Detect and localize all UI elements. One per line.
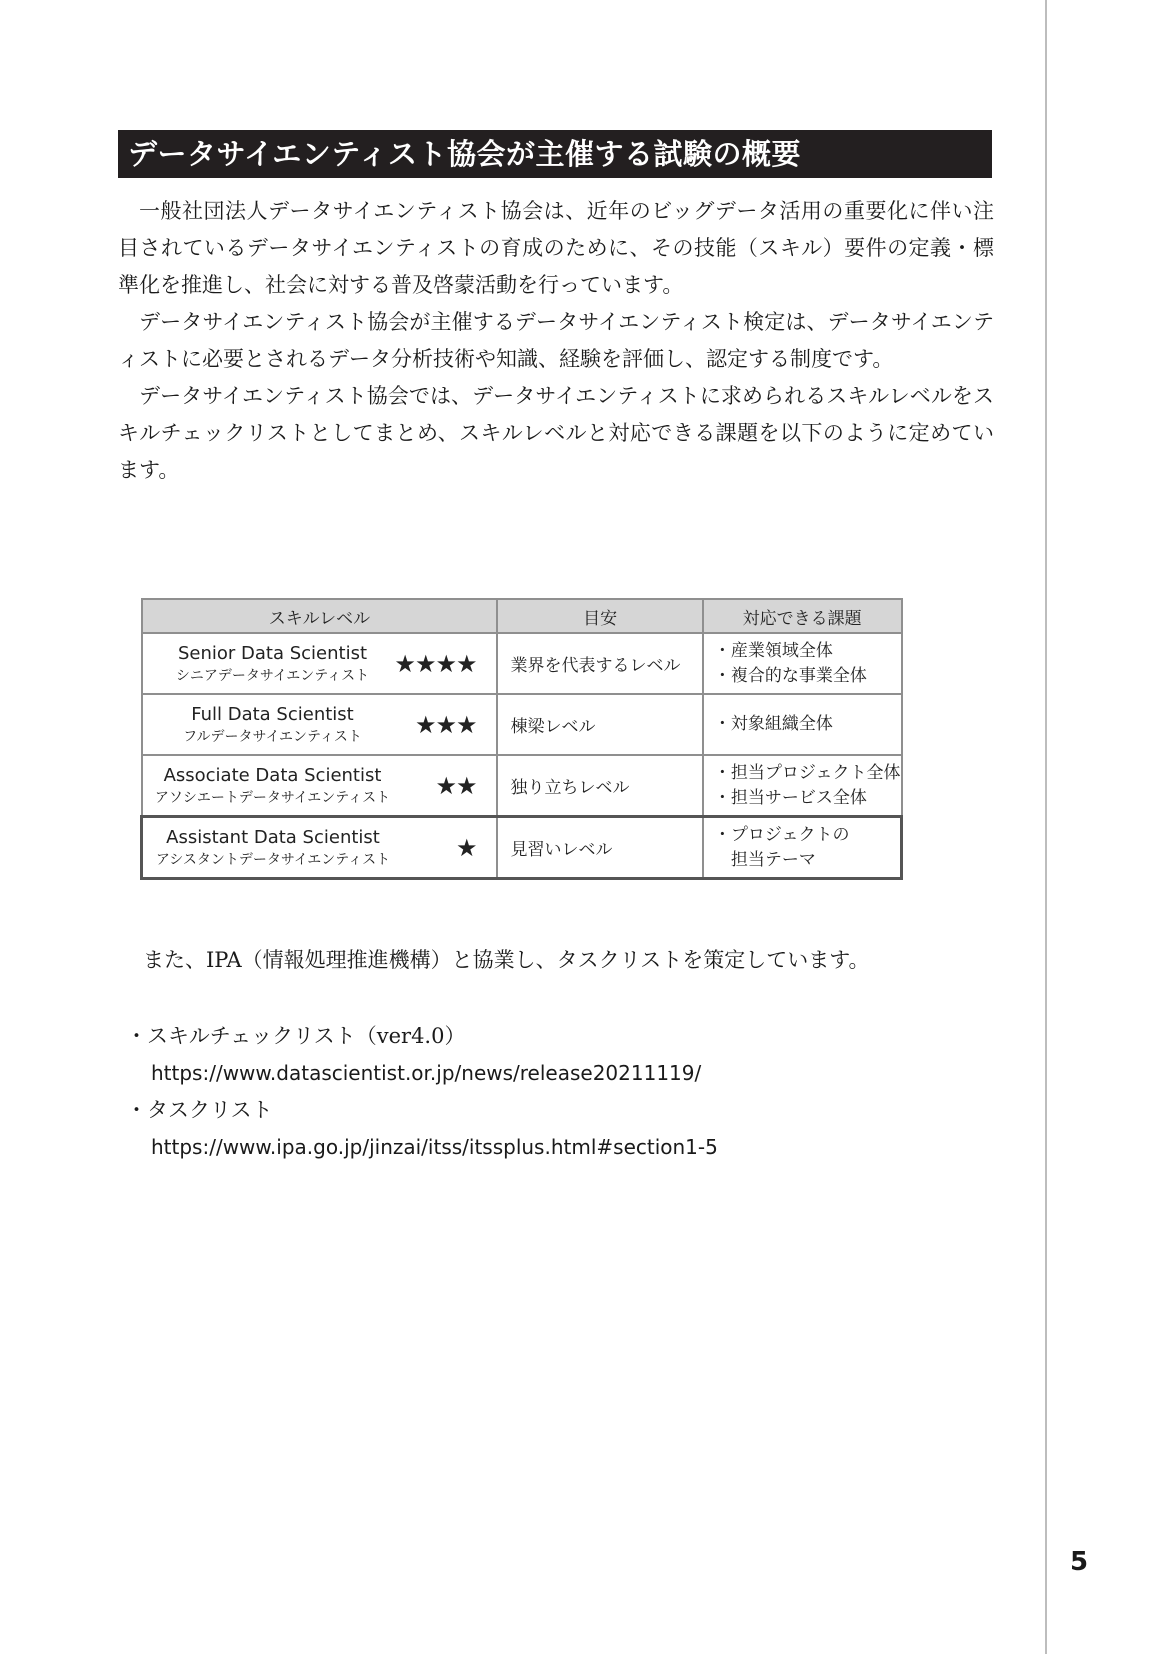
header-tasks: 対応できる課題: [703, 599, 902, 633]
task-cell: [703, 817, 902, 879]
guide-cell: 棟梁レベル: [497, 694, 702, 755]
paragraph-1: 一般社団法人データサイエンティスト協会は、近年のビッグデータ活用の重要化に伴い注目されているデータサイエンティストの育成のために、その技能（スキル）要件の定義・標準化を推進し、社会に対する普及啓蒙活動を行っています。: [118, 199, 994, 297]
header-skill-level: スキルレベル: [142, 599, 498, 633]
star-rating: ★★: [435, 771, 477, 800]
level-name-en: Associate Data Scientist: [163, 764, 382, 786]
level-name-en: Full Data Scientist: [191, 703, 354, 725]
level-cell: [142, 694, 498, 755]
header-guide: 目安: [497, 599, 702, 633]
page-edge-line: [1045, 0, 1047, 1654]
task-cell: [703, 755, 902, 817]
guide-cell: 見習いレベル: [497, 817, 702, 879]
list-item-label: ・タスクリスト: [126, 1098, 273, 1122]
level-cell: [142, 633, 498, 694]
guide-cell: 業界を代表するレベル: [497, 633, 702, 694]
reference-url[interactable]: https://www.datascientist.or.jp/news/release20211119/: [151, 1061, 702, 1085]
task-line: ・対象組織全体: [713, 714, 833, 734]
level-cell: [142, 755, 498, 817]
guide-cell: 独り立ちレベル: [497, 755, 702, 817]
table-row-highlighted: [142, 817, 902, 879]
page-number: 5: [1070, 1547, 1089, 1577]
paragraph-3: データサイエンティスト協会では、データサイエンティストに求められるスキルレベルをスキルチェックリストとしてまとめ、スキルレベルと対応できる課題を以下のように定めています。: [118, 384, 994, 482]
level-name-en: Senior Data Scientist: [177, 642, 368, 664]
level-name-jp: アシスタントデータサイエンティスト: [155, 851, 391, 868]
star-rating: ★★★★: [394, 649, 477, 678]
task-line: ・担当サービス全体: [713, 787, 867, 808]
task-line: ・担当プロジェクト全体: [713, 762, 901, 783]
task-line: ・複合的な事業全体: [713, 665, 867, 686]
level-cell: [142, 817, 498, 879]
task-line: ・プロジェクトの: [713, 824, 850, 845]
table-row: [142, 633, 902, 694]
reference-list: [126, 1018, 718, 1166]
ipa-note: また、IPA（情報処理推進機構）と協業し、タスクリストを策定しています。: [143, 948, 870, 972]
table-row: [142, 694, 902, 755]
section-heading: データサイエンティスト協会が主催する試験の概要: [118, 130, 992, 178]
task-line: ・産業領域全体: [713, 640, 833, 661]
level-name-en: Assistant Data Scientist: [166, 826, 380, 848]
body-text: [118, 193, 994, 489]
star-rating: ★★★: [414, 710, 477, 739]
level-name-jp: フルデータサイエンティスト: [183, 728, 362, 745]
level-name-jp: シニアデータサイエンティスト: [175, 667, 370, 684]
table-row: [142, 755, 902, 817]
paragraph-2: データサイエンティスト協会が主催するデータサイエンティスト検定は、データサイエンティストに必要とされるデータ分析技術や知識、経験を評価し、認定する制度です。: [118, 310, 994, 371]
list-item-label: ・スキルチェックリスト（ver4.0）: [126, 1024, 466, 1048]
reference-url[interactable]: https://www.ipa.go.jp/jinzai/itss/itssplus.html#section1-5: [151, 1135, 718, 1159]
skill-level-table: [140, 598, 903, 880]
table-header-row: [142, 599, 902, 633]
star-rating: ★: [455, 833, 477, 862]
task-cell: [703, 694, 902, 755]
level-name-jp: アソシエートデータサイエンティスト: [154, 789, 391, 806]
task-cell: [703, 633, 902, 694]
task-line: 担当テーマ: [713, 849, 816, 870]
